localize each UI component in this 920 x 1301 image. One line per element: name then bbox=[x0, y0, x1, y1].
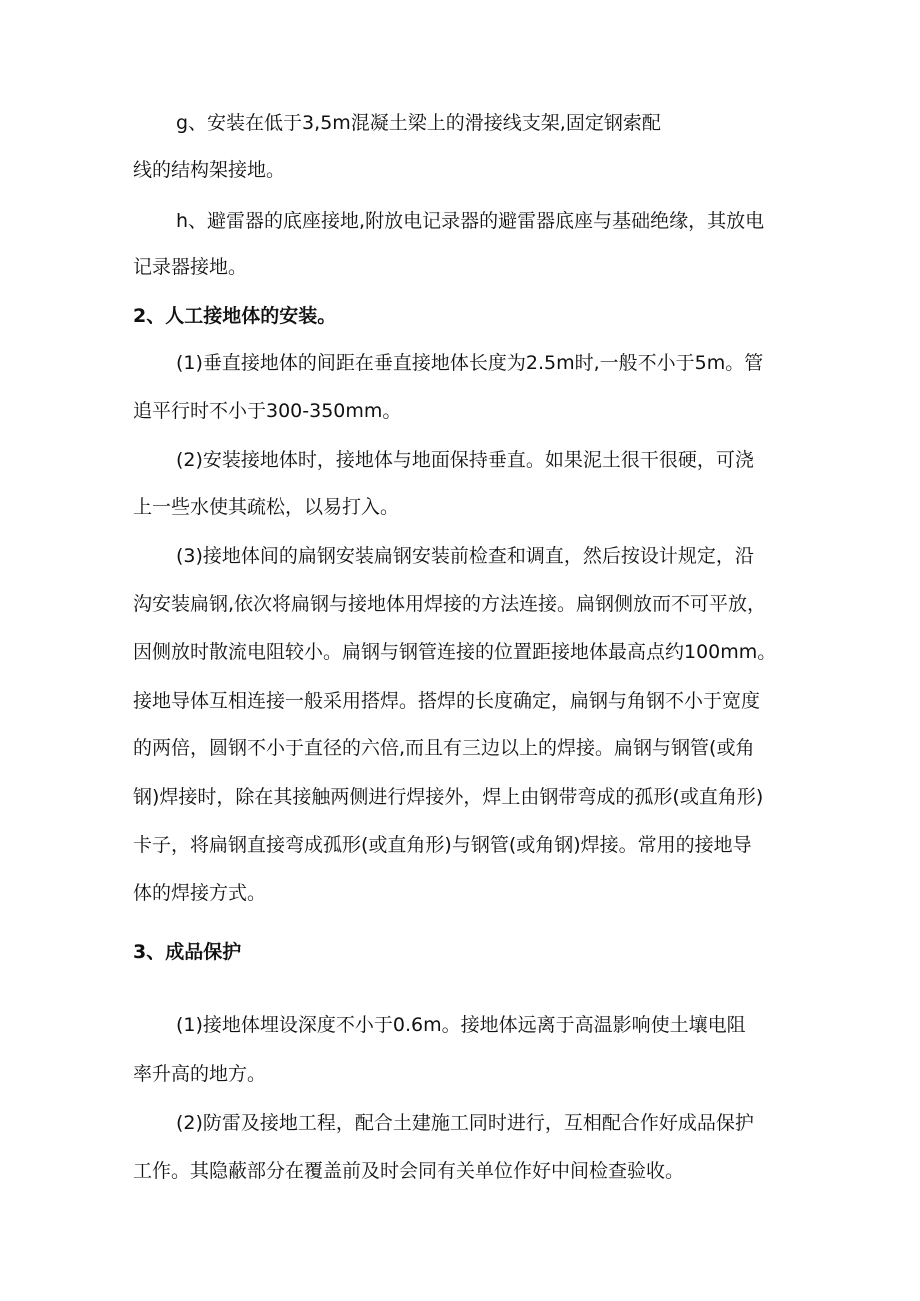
paragraph-g-line-1: g、安装在低于3,5m混凝土梁上的滑接线支架,固定钢索配 bbox=[176, 112, 661, 134]
paragraph-g-line-2: 线的结构架接地。 bbox=[133, 159, 286, 181]
item-2-line-1: (2)安装接地体时，接地体与地面保持垂直。如果泥土很干很硬，可浇 bbox=[176, 449, 754, 471]
item-3-line-4: 接地导体互相连接一般采用搭焊。搭焊的长度确定，扁钢与角钢不小于宽度 bbox=[133, 690, 761, 712]
paragraph-h-line-1: h、避雷器的底座接地,附放电记录器的避雷器底座与基础绝缘，其放电 bbox=[176, 210, 765, 232]
item-3-line-6: 钢)焊接时，除在其接触两侧进行焊接外，焊上由钢带弯成的孤形(或直角形) bbox=[133, 786, 764, 808]
protection-item-1-line-1: (1)接地体埋设深度不小于0.6m。接地体远离于高温影响使土壤电阻 bbox=[176, 1014, 746, 1036]
paragraph-h-line-2: 记录器接地。 bbox=[133, 256, 248, 278]
item-1-line-2: 追平行时不小于300-350mm。 bbox=[133, 400, 402, 422]
item-3-line-8: 体的焊接方式。 bbox=[133, 882, 267, 904]
item-3-line-7: 卡子，将扁钢直接弯成孤形(或直角形)与钢管(或角钢)焊接。常用的接地导 bbox=[133, 834, 752, 856]
protection-item-2-line-1: (2)防雷及接地工程，配合土建施工同时进行，互相配合作好成品保护 bbox=[176, 1112, 754, 1134]
protection-item-1-line-2: 率升高的地方。 bbox=[133, 1063, 267, 1085]
protection-item-2-line-2: 工作。其隐蔽部分在覆盖前及时会同有关单位作好中间检查验收。 bbox=[133, 1160, 685, 1182]
item-3-line-5: 的两倍，圆钢不小于直径的六倍,而且有三边以上的焊接。扁钢与钢管(或角 bbox=[133, 737, 755, 759]
section-heading-3: 3、成品保护 bbox=[133, 941, 242, 963]
section-heading-2: 2、人工接地体的安装。 bbox=[133, 305, 337, 327]
item-3-line-1: (3)接地体间的扁钢安装扁钢安装前检查和调直，然后按设计规定，沿 bbox=[176, 545, 754, 567]
item-1-line-1: (1)垂直接地体的间距在垂直接地体长度为2.5m时,一般不小于5m。管 bbox=[176, 352, 764, 374]
item-3-line-3: 因侧放时散流电阻较小。扁钢与钢管连接的位置距接地体最高点约100mm。 bbox=[133, 641, 777, 663]
item-2-line-2: 上一些水使其疏松，以易打入。 bbox=[133, 496, 400, 518]
item-3-line-2: 沟安装扁钢,依次将扁钢与接地体用焊接的方法连接。扁钢侧放而不可平放， bbox=[133, 593, 767, 615]
